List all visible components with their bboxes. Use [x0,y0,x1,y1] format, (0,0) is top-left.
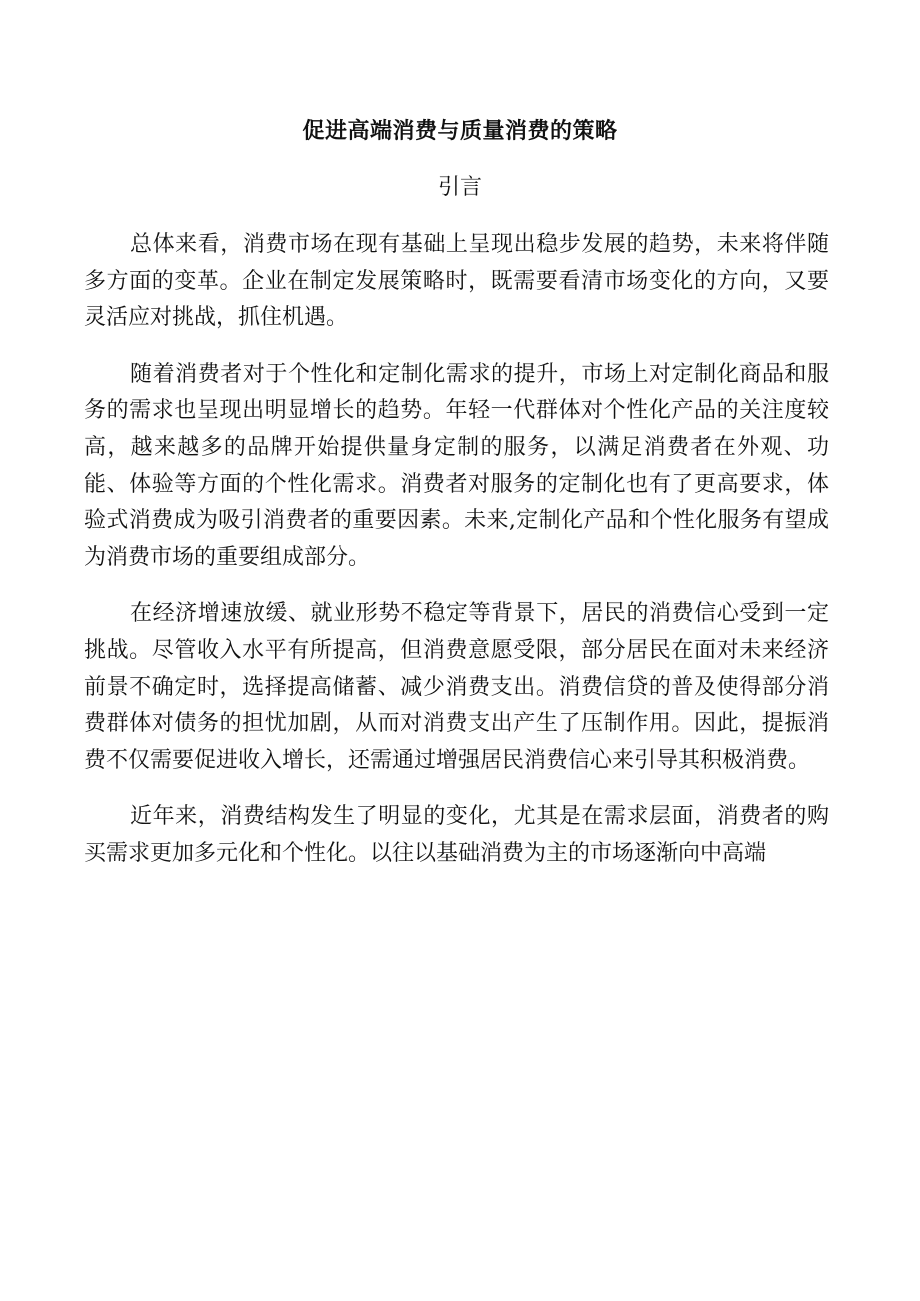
body-text [84,227,829,873]
document-title: 促进高端消费与质量消费的策略 [302,118,618,144]
paragraph: 随着消费者对于个性化和定制化需求的提升，市场上对定制化商品和服务的需求也呈现出明显增长的趋势。年轻一代群体对个性化产品的关注度较高，越来越多的品牌开始提供量身定制的服务，以满足消费者在外观、功能、体验等方面的个性化需求。消费者对服务的定制化也有了更高要求，体验式消费成为吸引消费者的重要因素。未来,定制化产品和个性化服务有望成为消费市场的重要组成部分。 [84,361,829,570]
section-heading: 引言 [437,175,482,200]
paragraph: 总体来看，消费市场在现有基础上呈现出稳步发展的趋势，未来将伴随多方面的变革。企业在制定发展策略时，既需要看清市场变化的方向，又要灵活应对挑战，抓住机遇。 [84,232,829,331]
paragraph: 近年来，消费结构发生了明显的变化，尤其是在需求层面，消费者的购买需求更加多元化和个性化。以往以基础消费为主的市场逐渐向中高端 [84,804,829,866]
paragraph: 在经济增速放缓、就业形势不稳定等背景下，居民的消费信心受到一定挑战。尽管收入水平有所提高，但消费意愿受限，部分居民在面对未来经济前景不确定时，选择提高储蓄、减少消费支出。消费信贷的普及使得部分消费群体对债务的担忧加剧，从而对消费支出产生了压制作用。因此，提振消费不仅需要促进收入增长，还需通过增强居民消费信心来引导其积极消费。 [84,601,829,773]
